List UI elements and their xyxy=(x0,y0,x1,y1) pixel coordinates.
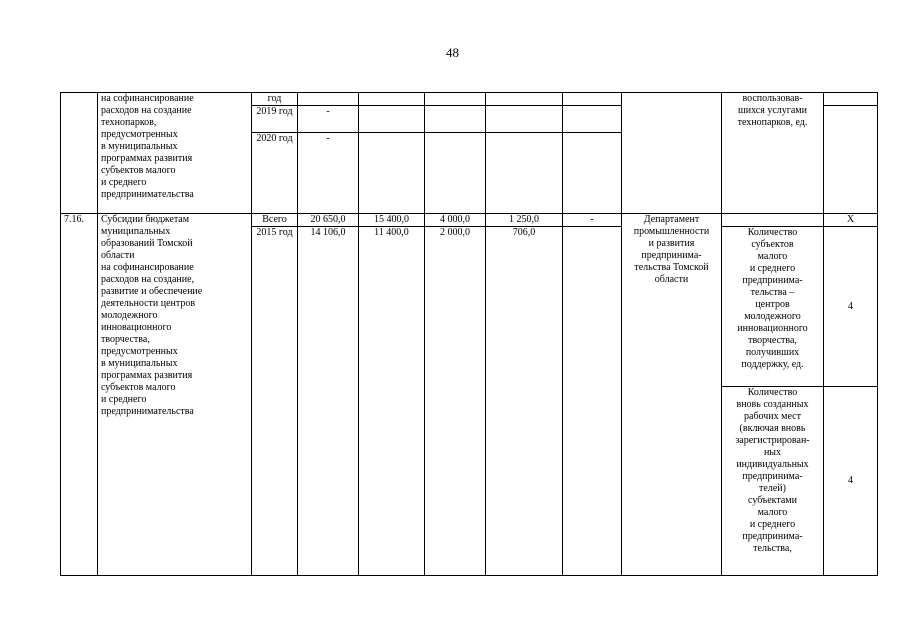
row-716-period-2015 xyxy=(252,227,298,576)
text-line: вновь созданных xyxy=(736,399,809,410)
text-line: предусмотренных xyxy=(101,129,178,140)
text-line: в муниципальных xyxy=(101,358,178,369)
text-line: молодежного xyxy=(744,311,801,322)
text-line: субъектов xyxy=(751,239,794,250)
text-line: предпринимательства xyxy=(101,406,194,417)
text-line: тельства, xyxy=(753,543,792,554)
empty-cell xyxy=(359,133,425,214)
text-line: предпринима- xyxy=(742,471,803,482)
text-line: на софинансирование xyxy=(101,262,194,273)
indicator-2-value: 4 xyxy=(848,475,853,486)
text-line: творчества, xyxy=(101,334,150,345)
empty-cell xyxy=(425,133,486,214)
text-line: ных xyxy=(763,447,782,458)
text-line: телей) xyxy=(759,483,786,494)
text-line: предпринимательства xyxy=(101,189,194,200)
total-last-value: Х xyxy=(846,214,855,225)
text-line: программах развития xyxy=(101,370,193,381)
row-716-total-regional xyxy=(425,214,486,227)
prev-year-2020-cell xyxy=(252,133,298,214)
row-716-total-all xyxy=(298,214,359,227)
text-line: муниципальных xyxy=(101,226,171,237)
text-line: (включая вновь xyxy=(739,423,806,434)
text-line: Количество xyxy=(747,227,798,238)
prev-value-cell xyxy=(824,93,878,106)
text-line: тельства Томской xyxy=(634,262,709,273)
text-line: деятельности центров xyxy=(101,298,196,309)
text-line: центров xyxy=(755,299,790,310)
text-line: зарегистрирован- xyxy=(735,435,810,446)
2015-federal-value: 11 400,0 xyxy=(374,227,409,238)
text-line: предпринима- xyxy=(742,531,803,542)
text-line: предпринима- xyxy=(742,275,803,286)
indicator-1-lines xyxy=(725,227,820,371)
prev-indicator-cell xyxy=(722,93,824,214)
empty-cell xyxy=(425,106,486,133)
row-716-total xyxy=(61,214,878,227)
prev-row-1 xyxy=(61,93,878,106)
text-line: технопарков, ед. xyxy=(737,117,808,128)
2015-local-value: 706,0 xyxy=(512,227,536,238)
text-line: промышленности xyxy=(633,226,710,237)
total-other-value: - xyxy=(590,214,594,225)
empty-cell xyxy=(563,133,622,214)
prev-total-cell xyxy=(298,93,359,106)
text-line: получивших xyxy=(745,347,800,358)
prev-federal-cell xyxy=(359,93,425,106)
indicator-2-cell xyxy=(722,387,824,576)
text-line: рабочих мест xyxy=(744,411,801,422)
row-716-name-lines xyxy=(101,214,248,418)
row-716-2015-federal xyxy=(359,227,425,576)
text-line: малого xyxy=(757,251,788,262)
total-local-value: 1 250,0 xyxy=(509,214,539,225)
row-716-total-local xyxy=(486,214,563,227)
text-line: образований Томской xyxy=(101,238,193,249)
prev-period-cell xyxy=(252,93,298,106)
text-line: расходов на создание, xyxy=(101,274,195,285)
text-line: творчества, xyxy=(748,335,797,346)
prev-local-cell xyxy=(486,93,563,106)
text-line: области xyxy=(101,250,135,261)
text-line: субъектов малого xyxy=(101,165,176,176)
program-table xyxy=(60,92,878,576)
text-line: Субсидии бюджетам xyxy=(101,214,190,225)
text-line: инновационного xyxy=(737,323,808,334)
indicator-1-value: 4 xyxy=(848,300,853,312)
prev-2019-total-cell xyxy=(298,106,359,133)
text-line: и среднего xyxy=(101,177,147,188)
indicator-1-cell xyxy=(722,227,824,387)
2015-regional-value: 2 000,0 xyxy=(440,227,470,238)
page-number: 48 xyxy=(446,45,459,60)
prev-name-lines xyxy=(101,93,248,201)
row-716-name-cell xyxy=(98,214,252,576)
row-716-total-other xyxy=(563,214,622,227)
prev-num-cell xyxy=(61,93,98,214)
text-line: в муниципальных xyxy=(101,141,178,152)
text-line: предпринима- xyxy=(641,250,702,261)
text-line: и среднего xyxy=(749,263,796,274)
empty-cell xyxy=(486,133,563,214)
prev-year-2019-cell xyxy=(252,106,298,133)
prev-2020-total: - xyxy=(326,133,330,144)
empty-cell xyxy=(486,106,563,133)
text-line: и среднего xyxy=(101,394,147,405)
text-line: субъектов малого xyxy=(101,382,176,393)
indicator-2-value-cell xyxy=(824,387,878,576)
total-all-value: 20 650,0 xyxy=(310,214,346,225)
row-716-2015-regional xyxy=(425,227,486,576)
text-line: Количество xyxy=(747,387,798,398)
prev-name-cell xyxy=(98,93,252,214)
text-line: технопарков, xyxy=(101,117,157,128)
prev-2019-total: - xyxy=(326,106,330,117)
text-line: и среднего xyxy=(749,519,796,530)
prev-executor-cell xyxy=(622,93,722,214)
prev-other-cell xyxy=(563,93,622,106)
prev-value-cell-2 xyxy=(824,106,878,214)
text-line: поддержку, ед. xyxy=(741,359,804,370)
text-line: малого xyxy=(757,507,788,518)
text-line: молодежного xyxy=(101,310,158,321)
period-2015-label: 2015 год xyxy=(256,227,293,238)
prev-year-2019: 2019 год xyxy=(256,106,293,117)
row-716-num-cell xyxy=(61,214,98,576)
row-716-total-federal xyxy=(359,214,425,227)
text-line: и развития xyxy=(648,238,695,249)
text-line: развитие и обеспечение xyxy=(101,286,203,297)
prev-indicator-lines xyxy=(725,93,820,129)
prev-regional-cell xyxy=(425,93,486,106)
text-line: инновационного xyxy=(101,322,172,333)
row-716-num: 7.16. xyxy=(64,214,84,225)
row-716-2015-local xyxy=(486,227,563,576)
2015-total-value: 14 106,0 xyxy=(310,227,346,238)
text-line: на софинансирование xyxy=(101,93,194,104)
text-line: шихся услугами xyxy=(738,105,807,116)
text-line: воспользовав- xyxy=(742,93,803,104)
row-716-last-cell xyxy=(824,214,878,227)
indicator-1-value-cell xyxy=(824,227,878,387)
text-line: тельства – xyxy=(750,287,795,298)
empty-cell xyxy=(563,106,622,133)
total-federal-value: 15 400,0 xyxy=(374,214,409,225)
total-regional-value: 4 000,0 xyxy=(440,214,470,225)
text-line: расходов на создание xyxy=(101,105,192,116)
row-716-2015-other xyxy=(563,227,622,576)
period-total-label: Всего xyxy=(262,214,287,225)
row-716-2015-total xyxy=(298,227,359,576)
text-line: индивидуальных xyxy=(736,459,809,470)
prev-year-2020: 2020 год xyxy=(256,133,293,144)
empty-cell xyxy=(359,106,425,133)
row-716-indicator-header xyxy=(722,214,824,227)
prev-period-label: год xyxy=(267,93,282,104)
text-line: субъектами xyxy=(748,495,797,506)
prev-2020-total-cell xyxy=(298,133,359,214)
text-line: Департамент xyxy=(643,214,700,225)
text-line: предусмотренных xyxy=(101,346,178,357)
indicator-2-lines xyxy=(725,387,820,555)
row-716-period-total xyxy=(252,214,298,227)
text-line: программах развития xyxy=(101,153,193,164)
row-716-executor-cell xyxy=(622,214,722,576)
text-line: области xyxy=(654,274,689,285)
row-716-executor-lines xyxy=(625,214,718,286)
